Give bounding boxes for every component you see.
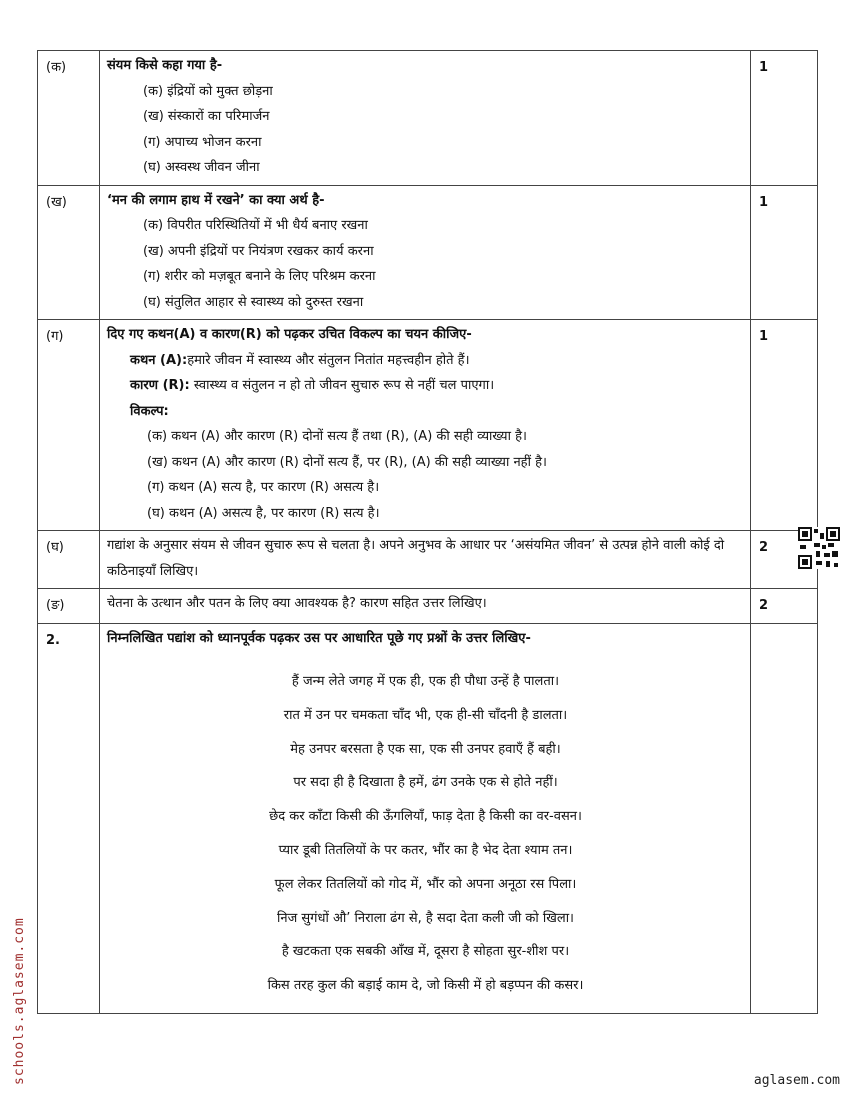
poem-line: हैं जन्म लेते जगह में एक ही, एक ही पौधा उन्हें है पालता। [291, 674, 560, 689]
question-text: निम्नलिखित पद्यांश को ध्यानपूर्वक पढ़कर उस पर आधारित पूछे गए प्रश्नों के उत्तर लिखिए- [107, 630, 531, 646]
marks: 1 [751, 185, 818, 320]
side-watermark: schools.aglasem.com [12, 917, 27, 1085]
marks: 2 [751, 531, 818, 589]
question-table [37, 50, 818, 1014]
poem-line: रात में उन पर चमकता चाँद भी, एक ही-सी चाँदनी है डालता। [283, 707, 568, 723]
table-row [38, 185, 818, 320]
question-cell [100, 320, 751, 531]
option-b: (ख) संस्कारों का परिमार्जन [143, 109, 270, 124]
marks: 2 [751, 589, 818, 624]
option-a: (क) विपरीत परिस्थितियों में भी धैर्य बनाए रखना [143, 218, 368, 233]
table-row [38, 51, 818, 186]
assertion-label: कथन (A): [130, 352, 188, 368]
question-number: (क) [38, 51, 100, 186]
option-d: (घ) अस्वस्थ जीवन जीना [143, 160, 260, 175]
option-a: (क) कथन (A) और कारण (R) दोनों सत्य हैं तथा (R), (A) की सही व्याख्या है। [147, 429, 527, 444]
marks: 1 [751, 320, 818, 531]
option-d: (घ) संतुलित आहार से स्वास्थ्य को दुरुस्त रखना [143, 294, 364, 310]
question-text: चेतना के उत्थान और पतन के लिए क्या आवश्यक है? कारण सहित उत्तर लिखिए। [100, 589, 751, 624]
footer-site[interactable]: aglasem.com [753, 1073, 840, 1088]
option-a: (क) इंद्रियों को मुक्त छोड़ना [143, 83, 273, 99]
reason-line [107, 373, 744, 399]
question-text: ‘मन की लगाम हाथ में रखने’ का क्या अर्थ है- [107, 192, 325, 208]
question-text: संयम किसे कहा गया है- [107, 58, 223, 73]
question-text: गद्यांश के अनुसार संयम से जीवन सुचारु रूप से चलता है। अपने अनुभव के आधार पर ‘असंयमित जीवन’ से उत्पन्न होने वाली कोई दो कठिनाइयाँ लिखिए। [100, 531, 751, 589]
poem-line: किस तरह कुल की बड़ाई काम दे, जो किसी में हो बड़प्पन की कसर। [267, 978, 584, 994]
option-c: (ग) कथन (A) सत्य है, पर कारण (R) असत्य है। [147, 480, 380, 495]
assertion-text: हमारे जीवन में स्वास्थ्य और संतुलन नितांत महत्त्वहीन होते हैं। [187, 352, 470, 368]
marks: 1 [751, 51, 818, 186]
question-cell [100, 185, 751, 320]
poem-line: मेह उनपर बरसता है एक सा, एक सी उनपर हवाएँ हैं बही। [290, 741, 561, 757]
option-d: (घ) कथन (A) असत्य है, पर कारण (R) सत्य है। [147, 505, 380, 521]
assertion-line [107, 348, 744, 374]
marks [751, 623, 818, 1013]
question-paper [37, 50, 817, 1014]
question-number: (घ) [38, 531, 100, 589]
table-row [38, 623, 818, 1013]
question-cell [100, 623, 751, 1013]
poem [107, 651, 744, 1009]
question-number: (ङ) [38, 589, 100, 624]
poem-line: फूल लेकर तितलियों को गोद में, भौंर को अपना अनूठा रस पिला। [274, 876, 577, 892]
question-cell [100, 51, 751, 186]
option-c: (ग) अपाच्य भोजन करना [143, 134, 262, 150]
option-b: (ख) कथन (A) और कारण (R) दोनों सत्य हैं, पर (R), (A) की सही व्याख्या नहीं है। [147, 454, 547, 470]
choices-label: विकल्प: [130, 403, 169, 419]
question-number: 2. [38, 623, 100, 1013]
qr-code-icon[interactable] [798, 527, 840, 569]
table-row [38, 589, 818, 624]
poem-line: छेद कर काँटा किसी की ऊँगलियाँ, फाड़ देता है किसी का वर-वसन। [269, 809, 582, 825]
poem-line: प्यार डूबी तितलियों के पर कतर, भौंर का है भेद देता श्याम तन। [278, 842, 573, 858]
option-b: (ख) अपनी इंद्रियों पर नियंत्रण रखकर कार्य करना [143, 243, 374, 259]
poem-line: निज सुगंधों औ’ निराला ढंग से, है सदा देता कली जी को खिला। [276, 910, 574, 926]
question-number: (ग) [38, 320, 100, 531]
question-number: (ख) [38, 185, 100, 320]
option-c: (ग) शरीर को मज़बूत बनाने के लिए परिश्रम करना [143, 269, 376, 284]
poem-line: है खटकता एक सबकी आँख में, दूसरा है सोहता सुर-शीश पर। [281, 944, 570, 960]
question-text: दिए गए कथन(A) व कारण(R) को पढ़कर उचित विकल्प का चयन कीजिए- [107, 327, 472, 342]
table-row [38, 531, 818, 589]
reason-text: स्वास्थ्य व संतुलन न हो तो जीवन सुचारु रूप से नहीं चल पाएगा। [193, 378, 495, 393]
reason-label: कारण (R): [130, 378, 190, 393]
poem-line: पर सदा ही है दिखाता है हमें, ढंग उनके एक से होते नहीं। [293, 775, 558, 791]
table-row [38, 320, 818, 531]
